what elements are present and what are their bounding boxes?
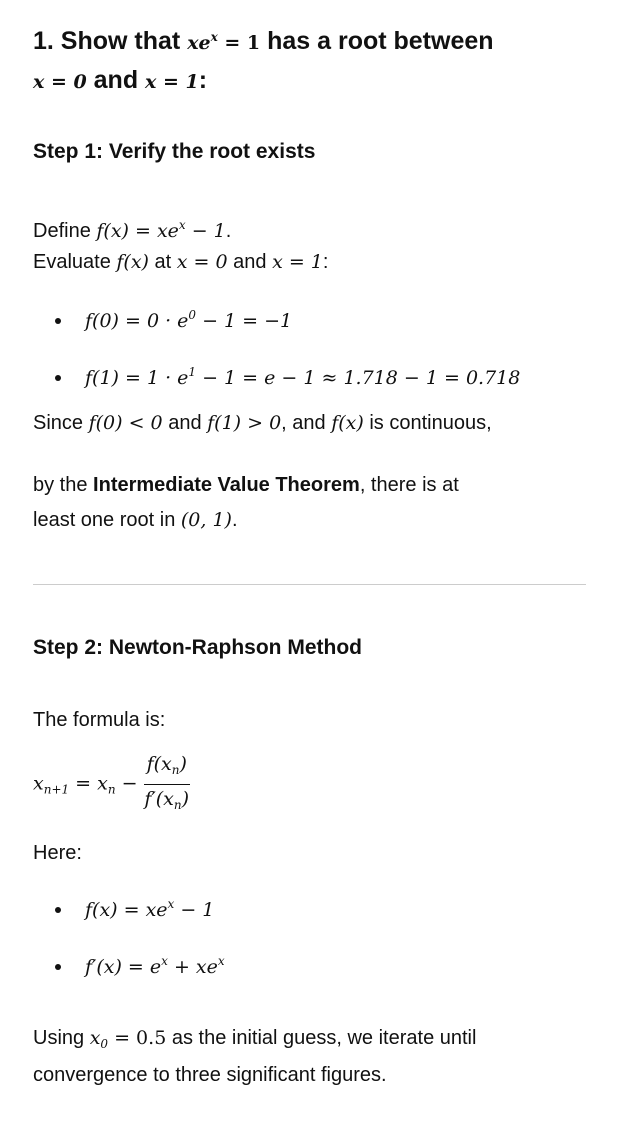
evaluate-line: Evaluate f(x) at x = 0 and x = 1: (33, 251, 329, 273)
list-item: $f(0) = 0 \cdot e^0 - 1 = -1$ (85, 308, 293, 332)
list-item: $f'(x) = e^x + xe^x$ (85, 954, 225, 978)
formula-intro: The formula is: (33, 709, 166, 731)
since-line: Since f(0) < 0 and f(1) > 0, and f(x) is continuous, (33, 412, 492, 434)
define-line: Define $f(x) = xe^x - 1$. (33, 218, 232, 242)
using-line: Using $x_0 = 0.5$ as the initial guess, we iterate until (33, 1027, 477, 1051)
heading-text: 1. Show that (33, 27, 188, 55)
ivt-line: by the Intermediate Value Theorem, there is at (33, 474, 459, 496)
heading-line-1 (33, 20, 494, 60)
math-equation: $xe^x = 1$ (187, 30, 261, 54)
math-x1: x = 1 (145, 71, 199, 93)
convergence-line: convergence to three significant figures. (33, 1064, 387, 1086)
bullet-icon (55, 318, 61, 324)
bullet-icon (55, 907, 61, 913)
list-item: $f(1) = 1 \cdot e^1 - 1 = e - 1 \approx 1.718 - 1 = 0.718$ (85, 365, 521, 389)
bullet-icon (55, 964, 61, 970)
step2-title: Step 2: Newton-Raphson Method (33, 636, 362, 659)
list-item: $f(x) = xe^x - 1$ (85, 897, 215, 921)
math-x0: x = 0 (33, 71, 87, 93)
bullet-icon (55, 375, 61, 381)
least-line: least one root in (0, 1). (33, 509, 238, 531)
heading-text: has a root between (260, 27, 494, 55)
step1-title: Step 1: Verify the root exists (33, 140, 316, 163)
here-label: Here: (33, 842, 82, 864)
newton-formula: $x_{n+1} = x_n$ − $\frac{f(x_n)}{f'(x_n)}$ (33, 752, 190, 820)
ivt-bold: Intermediate Value Theorem (93, 474, 360, 496)
divider (33, 584, 586, 585)
heading-line-2: x = 0 and x = 1: (33, 66, 208, 94)
fraction: $\frac{f(x_n)}{f'(x_n)}$ (144, 753, 190, 812)
